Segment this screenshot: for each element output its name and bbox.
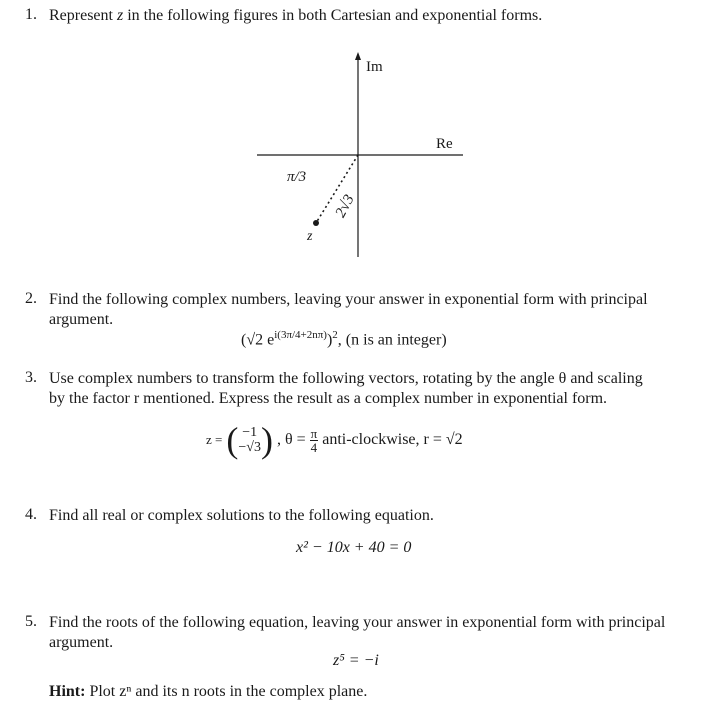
q3-text-line1: Use complex numbers to transform the following vectors, rotating by the angle θ and scaling (49, 370, 643, 387)
q2-eq-square: 2 (332, 329, 338, 341)
q2-eq-open: (√2 e (241, 331, 275, 349)
q5-hint-text: Plot zⁿ and its n roots in the complex plane. (85, 683, 368, 700)
im-axis-label: Im (366, 59, 383, 75)
q5-text-line2: argument. (49, 634, 114, 651)
q3-eq-z: z = (206, 432, 223, 447)
q3-fraction (310, 427, 319, 454)
q2-text-line1: Find the following complex numbers, leaving your answer in exponential form with principal (49, 291, 648, 308)
q3-paren-right: ) (260, 420, 273, 460)
imaginary-axis-arrow (355, 52, 361, 60)
z-point (313, 220, 319, 226)
q3-frac-top: π (310, 425, 318, 441)
q2-equation (241, 329, 447, 349)
angle-label: π/3 (287, 169, 307, 185)
q2-eq-exponent: i(3π/4+2nπ) (274, 329, 327, 341)
q4-equation: x² − 10x + 40 = 0 (296, 539, 412, 556)
q3-text-line2: by the factor r mentioned. Express the result as a complex number in exponential form. (49, 390, 608, 407)
q2-eq-note: , (n is an integer) (337, 331, 447, 349)
q5-number: 5. (25, 613, 37, 630)
q4-text: Find all real or complex solutions to the following equation. (49, 507, 434, 524)
q2-number: 2. (25, 290, 37, 307)
q5-hint (49, 681, 367, 702)
q3-vector-top: −1 (242, 425, 258, 440)
q5-hint-label: Hint: (49, 683, 86, 700)
re-axis-label: Re (436, 136, 453, 152)
length-label: 2√3 (332, 192, 358, 221)
q4-number: 4. (25, 506, 37, 523)
q1-text-a: Represent (49, 7, 117, 24)
q3-equation (206, 422, 463, 458)
q3-number: 3. (25, 369, 37, 386)
q2-text-line2: argument. (49, 311, 114, 328)
complex-plane-figure (0, 0, 703, 260)
q3-frac-bottom: 4 (310, 439, 318, 455)
q3-eq-rest: anti-clockwise, r = √2 (322, 431, 463, 448)
q2-eq-close: ) (326, 331, 333, 349)
q1-number: 1. (25, 6, 37, 23)
q5-equation: z⁵ = −i (333, 652, 379, 669)
q3-vector (238, 425, 261, 455)
q3-vector-bottom: −√3 (238, 440, 261, 455)
point-z-label: z (307, 229, 313, 244)
q3-eq-theta: , θ = (276, 431, 306, 448)
q1-var-z: z (116, 7, 124, 24)
q3-paren-left: ( (226, 420, 239, 460)
q5-text-line1: Find the roots of the following equation, leaving your answer in exponential form with principal (49, 614, 666, 631)
q1-text-b: in the following figures in both Cartesian and exponential forms. (123, 7, 543, 24)
